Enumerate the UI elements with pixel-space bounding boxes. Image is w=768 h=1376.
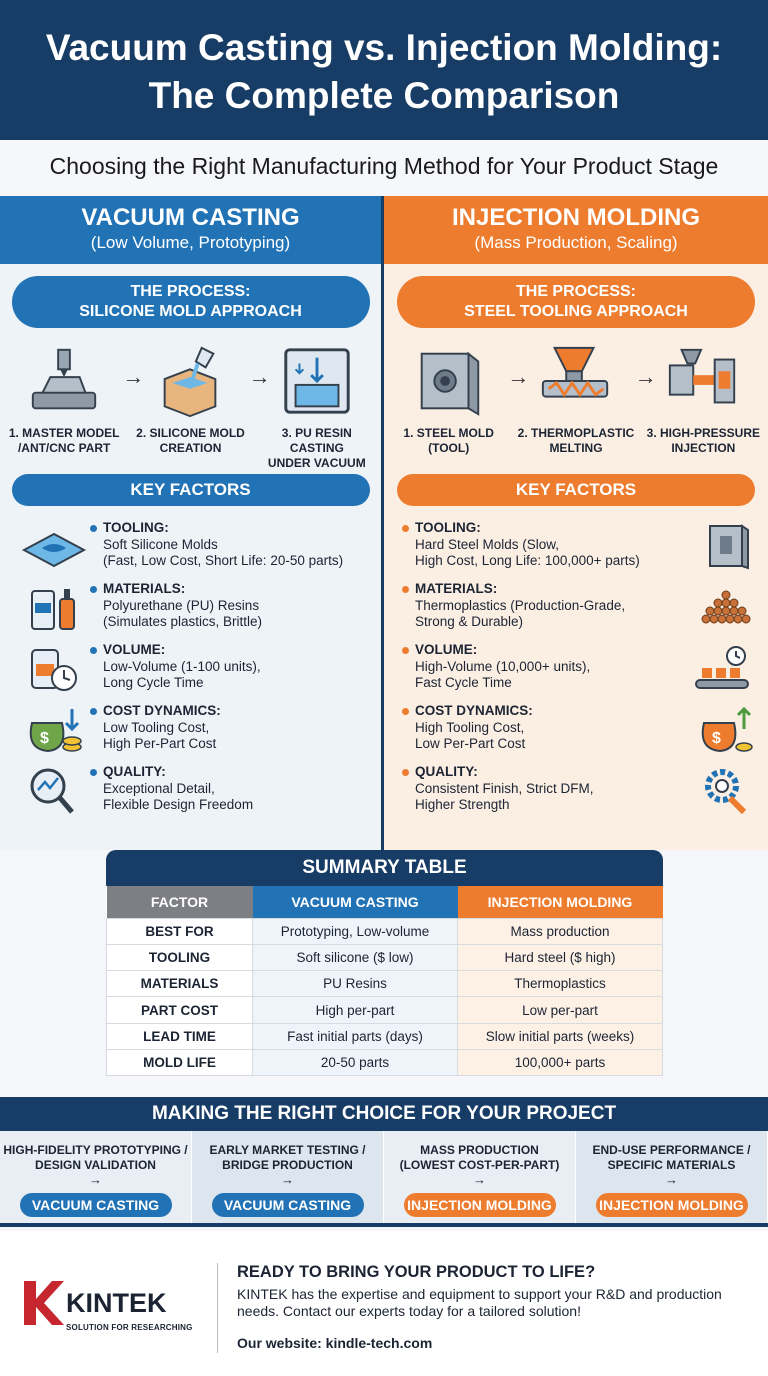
table-row [107,918,663,944]
arrow-icon: → [281,1172,294,1187]
vacuum-casting-button[interactable]: VACUUM CASTING [20,1193,172,1217]
table-row [107,997,663,1023]
injection-molding-title: INJECTION MOLDING [451,204,700,231]
cta-line-2: needs. Contact our experts today for a tailored solution! [237,1303,581,1319]
step-label-line-2: CREATION [159,441,222,455]
page-subtitle: Choosing the Right Manufacturing Method for Your Product Stage [0,140,768,196]
logo-tagline: SOLUTION FOR RESEARCHING [66,1323,193,1332]
arrow-icon: → [122,364,145,389]
choice-line-1: MASS PRODUCTION [420,1143,539,1157]
choice-line-1: HIGH-FIDELITY PROTOTYPING / [3,1143,188,1157]
website-link[interactable]: Our website: kindle-tech.com [237,1335,433,1351]
injection-step-3 [645,342,762,474]
kintek-logo [22,1279,202,1332]
silicone-mold-icon [151,342,229,420]
bullet-dot [90,769,97,776]
process-label: THE PROCESS: [515,283,636,300]
step-label-line-1: 2. SILICONE MOLD [136,426,245,440]
kintek-k-logo-icon [22,1279,64,1327]
factor-title: VOLUME: [103,642,166,657]
step-label-line-1: 3. PU RESIN CASTING [281,426,352,455]
page-title [0,24,768,120]
table-cell: Soft silicone ($ low) [253,944,458,970]
vacuum-step-3 [259,342,375,474]
table-row [107,971,663,997]
page-header [0,0,768,140]
step-label-line-2: UNDER VACUUM [267,456,366,470]
step-label-line-1: 1. MASTER MODEL [8,426,120,440]
injection-factor-cost [402,703,756,764]
choice-line-2: DESIGN VALIDATION [35,1158,156,1172]
factor-line-2: High Cost, Long Life: 100,000+ parts) [415,553,640,568]
injection-factor-tooling [402,520,756,581]
factor-title: QUALITY: [103,764,166,779]
choice-line-2: SPECIFIC MATERIALS [607,1158,736,1172]
table-row [107,944,663,970]
svg-text:$: $ [712,730,721,747]
vacuum-casting-header [0,196,381,264]
process-approach: SILICONE MOLD APPROACH [79,303,302,320]
vacuum-factor-volume [18,642,369,703]
injection-press-icon [664,342,742,420]
pellets-icon [684,581,756,633]
arrow-icon: → [665,1172,678,1187]
money-bag-up-icon [684,703,756,755]
vacuum-factor-list [0,506,381,825]
cta-text [237,1286,757,1320]
master-model-icon [25,342,103,420]
arrow-icon: → [634,364,657,389]
injection-molding-button[interactable]: INJECTION MOLDING [404,1193,556,1217]
vacuum-process-steps [0,328,381,474]
vacuum-casting-column [0,196,384,850]
table-cell: TOOLING [107,944,253,970]
factor-title: MATERIALS: [103,581,186,596]
injection-factor-volume [402,642,756,703]
choice-section-title: MAKING THE RIGHT CHOICE FOR YOUR PROJECT [0,1097,768,1131]
bullet-dot [402,586,409,593]
factor-line-1: Thermoplastics (Production-Grade, [415,597,626,613]
step-label-line-2: (TOOL) [428,441,470,455]
cta-title: READY TO BRING YOUR PRODUCT TO LIFE? [237,1263,596,1281]
factor-line-2: Strong & Durable) [415,614,524,629]
step-label-line-1: 1. STEEL MOLD [403,426,494,440]
table-cell: Mass production [458,918,663,944]
step-label-line-2: INJECTION [671,441,736,455]
table-cell: Low per-part [458,997,663,1023]
table-cell: MOLD LIFE [107,1049,253,1075]
comparison-columns [0,196,768,850]
factor-line-2: Low Per-Part Cost [415,736,526,751]
vacuum-factor-cost [18,703,369,764]
vacuum-casting-title: VACUUM CASTING [81,204,300,231]
silicone-mold-icon [18,520,90,572]
arrow-icon: → [473,1172,486,1187]
title-line-1: Vacuum Casting vs. Injection Molding: [45,27,723,68]
table-cell: PU Resins [253,971,458,997]
injection-molding-subtitle: (Mass Production, Scaling) [474,233,678,252]
factor-line-1: Low Tooling Cost, [103,719,210,735]
factor-line-2: Higher Strength [415,797,510,812]
factor-title: MATERIALS: [415,581,498,596]
table-row [107,1023,663,1049]
bullet-dot [402,769,409,776]
table-cell: High per-part [253,997,458,1023]
step-label-line-2: /ANT/CNC PART [17,441,111,455]
factor-title: TOOLING: [103,520,169,535]
footer [0,1231,768,1376]
injection-factor-materials [402,581,756,642]
factor-title: QUALITY: [415,764,478,779]
bottle-clock-icon [18,642,90,694]
arrow-icon: → [248,364,271,389]
injection-factor-list [384,506,768,825]
vacuum-factor-materials [18,581,369,642]
conveyor-stopwatch-icon [684,642,756,694]
bullet-dot [90,708,97,715]
table-cell: Prototyping, Low-volume [253,918,458,944]
factor-title: TOOLING: [415,520,481,535]
bullet-dot [90,586,97,593]
table-cell: LEAD TIME [107,1023,253,1049]
factor-line-1: Soft Silicone Molds [103,536,218,552]
factor-title: VOLUME: [415,642,478,657]
factor-line-1: Consistent Finish, Strict DFM, [415,780,594,796]
vacuum-process-pill [12,276,370,328]
factor-title: COST DYNAMICS: [415,703,533,718]
footer-cta [237,1261,757,1352]
factor-line-1: Exceptional Detail, [103,780,215,796]
steel-mold-icon [410,342,488,420]
vacuum-chamber-icon [278,342,356,420]
choice-grid [0,1131,768,1227]
factor-line-2: Long Cycle Time [103,675,204,690]
cta-line-1: KINTEK has the expertise and equipment to support your R&D and production [237,1286,722,1302]
arrow-icon: → [507,364,530,389]
header-vacuum-casting: VACUUM CASTING [253,886,458,918]
summary-table-card [106,850,663,1076]
step-label-line-2: MELTING [549,441,603,455]
factor-line-2: High Per-Part Cost [103,736,217,751]
vacuum-key-factors-pill: KEY FACTORS [12,474,370,506]
injection-molding-header [384,196,768,264]
vacuum-step-1 [6,342,122,474]
table-header-row [107,886,663,918]
process-approach: STEEL TOOLING APPROACH [464,303,688,320]
steel-mold-icon [684,520,756,572]
resin-bottles-icon [18,581,90,633]
table-cell: 20-50 parts [253,1049,458,1075]
bullet-dot [402,708,409,715]
injection-factor-quality [402,764,756,825]
table-cell: 100,000+ parts [458,1049,663,1075]
injection-process-steps [384,328,768,474]
choice-line-1: EARLY MARKET TESTING / [209,1143,366,1157]
title-line-2: The Complete Comparison [148,75,620,116]
bullet-dot [90,525,97,532]
arrow-icon: → [89,1172,102,1187]
injection-molding-button[interactable]: INJECTION MOLDING [596,1193,748,1217]
choice-card [192,1131,384,1223]
table-cell: Thermoplastics [458,971,663,997]
bullet-dot [402,525,409,532]
table-cell: Hard steel ($ high) [458,944,663,970]
injection-process-pill [397,276,755,328]
choice-line-1: END-USE PERFORMANCE / [592,1143,751,1157]
magnifier-chart-icon [18,764,90,816]
footer-divider [217,1263,218,1353]
vacuum-casting-button[interactable]: VACUUM CASTING [212,1193,364,1217]
header-factor: FACTOR [107,886,253,918]
injection-step-2 [517,342,634,474]
table-cell: BEST FOR [107,918,253,944]
choice-card [0,1131,192,1223]
table-cell: Slow initial parts (weeks) [458,1023,663,1049]
table-cell: Fast initial parts (days) [253,1023,458,1049]
factor-line-1: Polyurethane (PU) Resins [103,597,260,613]
step-label-line-1: 2. THERMOPLASTIC [517,426,635,440]
table-cell: MATERIALS [107,971,253,997]
table-row [107,1049,663,1075]
gear-chain-icon [684,764,756,816]
injection-key-factors-pill: KEY FACTORS [397,474,755,506]
factor-line-1: Low-Volume (1-100 units), [103,658,261,674]
injection-molding-column [384,196,768,850]
injection-step-1 [390,342,507,474]
factor-line-2: Flexible Design Freedom [103,797,254,812]
summary-table-title: SUMMARY TABLE [106,850,663,886]
choice-card [384,1131,576,1223]
process-label: THE PROCESS: [130,283,251,300]
hopper-screw-icon [537,342,615,420]
logo-wordmark: KINTEK [66,1287,167,1318]
bullet-dot [90,647,97,654]
choice-line-2: (LOWEST COST-PER-PART) [399,1158,560,1172]
bullet-dot [402,647,409,654]
factor-line-2: (Fast, Low Cost, Short Life: 20-50 parts) [103,553,344,568]
vacuum-step-2 [132,342,248,474]
factor-line-1: High Tooling Cost, [415,719,525,735]
vacuum-casting-subtitle: (Low Volume, Prototyping) [90,233,291,252]
summary-table [106,886,663,1076]
money-bag-down-icon [18,703,90,755]
vacuum-factor-quality [18,764,369,825]
step-label-line-1: 3. HIGH-PRESSURE [646,426,760,440]
header-injection-molding: INJECTION MOLDING [458,886,663,918]
vacuum-factor-tooling [18,520,369,581]
factor-line-1: High-Volume (10,000+ units), [415,658,591,674]
table-cell: PART COST [107,997,253,1023]
factor-title: COST DYNAMICS: [103,703,221,718]
svg-text:$: $ [40,730,49,747]
choice-line-2: BRIDGE PRODUCTION [222,1158,353,1172]
factor-line-2: (Simulates plastics, Brittle) [103,614,263,629]
factor-line-1: Hard Steel Molds (Slow, [415,536,560,552]
choice-card [576,1131,768,1223]
factor-line-2: Fast Cycle Time [415,675,512,690]
